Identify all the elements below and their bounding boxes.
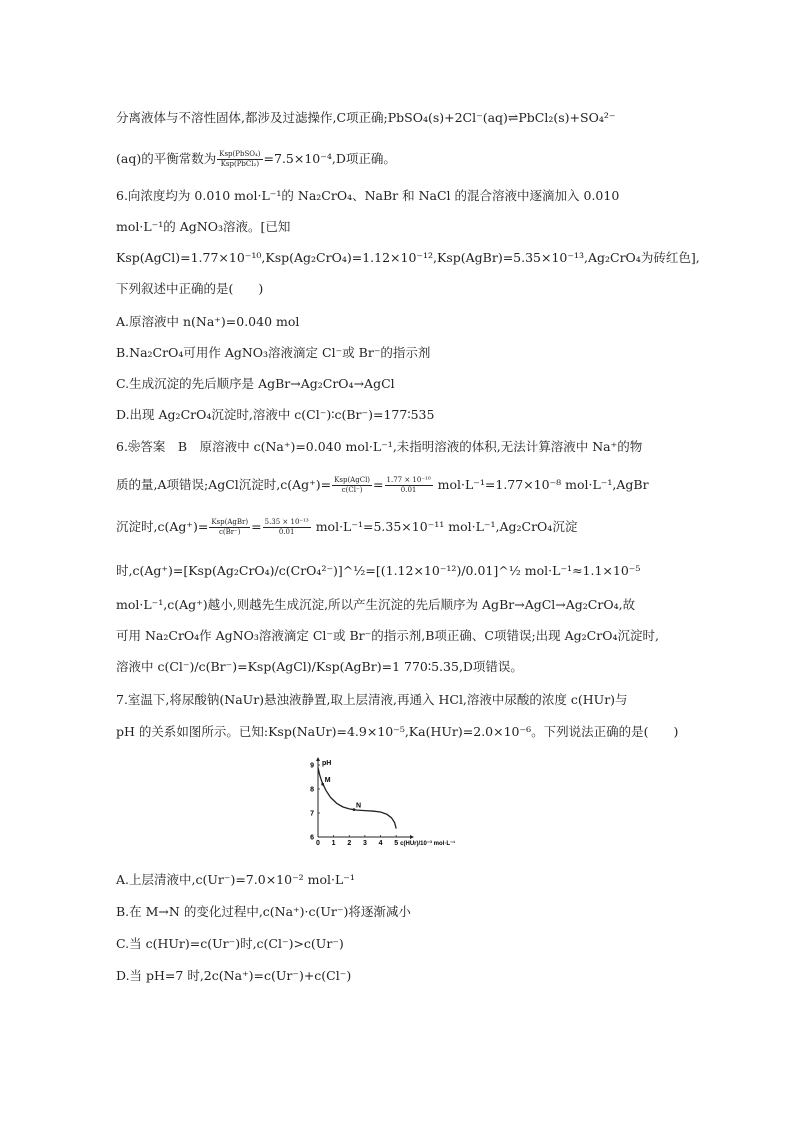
- answer-6-line-7: 溶液中 c(Cl⁻)/c(Br⁻)=Ksp(AgCl)/Ksp(AgBr)=1 770∶5.35,D项错误。: [116, 659, 523, 674]
- answer-6-line-1: 6.❀答案 B 原溶液中 c(Na⁺)=0.040 mol·L⁻¹,未指明溶液的体积,无法计算溶液中 Na⁺的物: [116, 439, 643, 454]
- answer-6-agcl-prefix: 质的量,A项错误;AgCl沉淀时,c(Ag⁺)=: [116, 477, 332, 492]
- agcl-fraction-den: c(Cl⁻): [341, 486, 363, 494]
- x-tick-label: 4: [378, 840, 383, 847]
- point-marker-n: [353, 808, 356, 811]
- answer-6-line-5: mol·L⁻¹,c(Ag⁺)越小,则越先生成沉淀,所以产生沉淀的先后顺序为 AgBr→AgCl→Ag₂CrO₄,故: [116, 597, 636, 612]
- agcl-fraction-den2: 0.01: [400, 486, 417, 494]
- x-tick-label: 2: [347, 840, 352, 847]
- y-tick-label: 8: [310, 786, 314, 794]
- k-fraction: [217, 150, 262, 169]
- agcl-fraction-num: Ksp(AgCl): [334, 476, 371, 484]
- y-tick-label: 9: [310, 762, 314, 770]
- k-fraction-numerator: Ksp(PbSO₄): [219, 150, 261, 158]
- x-tick-label: 1: [331, 840, 336, 847]
- x-tick-label: 0: [316, 840, 320, 847]
- agbr-fraction-den: c(Br⁻): [218, 528, 241, 536]
- question-6-option-c: C.生成沉淀的先后顺序是 AgBr→Ag₂CrO₄→AgCl: [116, 376, 395, 391]
- question-7-option-b: B.在 M→N 的变化过程中,c(Na⁺)·c(Ur⁻)将逐渐减小: [116, 904, 411, 919]
- answer-6-agcl-suffix: mol·L⁻¹=1.77×10⁻⁸ mol·L⁻¹,AgBr: [433, 477, 649, 492]
- agbr-fraction-symbolic: [209, 518, 250, 537]
- answer-6-agbr-suffix: mol·L⁻¹=5.35×10⁻¹¹ mol·L⁻¹,Ag₂CrO₄沉淀: [311, 519, 578, 534]
- answer-6-line-6: 可用 Na₂CrO₄作 AgNO₃溶液滴定 Cl⁻或 Br⁻的指示剂,B项正确、C项错误;出现 Ag₂CrO₄沉淀时,: [116, 628, 659, 643]
- answer-6-line-3: [116, 518, 577, 537]
- k-expression-suffix: =7.5×10⁻⁴,D项正确。: [263, 151, 396, 166]
- question-6-stem-2: mol·L⁻¹的 AgNO₃溶液。[已知: [116, 219, 291, 234]
- x-axis-arrow: [410, 835, 414, 839]
- point-label-n: N: [355, 802, 362, 810]
- k-fraction-denominator: Ksp(PbCl₂): [220, 160, 260, 168]
- text-line-1: 分离液体与不溶性固体,都涉及过滤操作,C项正确;PbSO₄(s)+2Cl⁻(aq)⇌PbCl₂(s)+SO₄²⁻: [116, 110, 616, 125]
- question-6-option-a: A.原溶液中 n(Na⁺)=0.040 mol: [116, 314, 300, 329]
- agbr-fraction-den2: 0.01: [278, 528, 295, 536]
- answer-6-line-4: 时,c(Ag⁺)=[Ksp(Ag₂CrO₄)/c(CrO₄²⁻)]^½=[(1.12×10⁻¹²)/0.01]^½ mol·L⁻¹≈1.1×10⁻⁵: [116, 563, 641, 578]
- point-label-m: M: [324, 777, 331, 785]
- question-7-stem-1: 7.室温下,将尿酸钠(NaUr)悬浊液静置,取上层清液,再通入 HCl,溶液中尿酸的浓度 c(HUr)与: [116, 692, 628, 707]
- question-6-stem-1: 6.向浓度均为 0.010 mol·L⁻¹的 Na₂CrO₄、NaBr 和 NaCl 的混合溶液中逐滴加入 0.010: [116, 188, 620, 203]
- answer-6-line-2: [116, 476, 649, 495]
- question-6-ksp-data: Ksp(AgCl)=1.77×10⁻¹⁰,Ksp(Ag₂CrO₄)=1.12×10⁻¹²,Ksp(AgBr)=5.35×10⁻¹³,Ag₂CrO₄为砖红色],: [116, 250, 700, 265]
- x-tick-label: 3: [362, 840, 367, 847]
- equals-sign: =: [251, 519, 262, 534]
- y-axis-arrow: [316, 757, 320, 761]
- agcl-fraction-numeric: [385, 476, 433, 495]
- question-6-option-d: D.出现 Ag₂CrO₄沉淀时,溶液中 c(Cl⁻)∶c(Br⁻)=177∶535: [116, 407, 435, 422]
- question-6-option-b: B.Na₂CrO₄可用作 AgNO₃溶液滴定 Cl⁻或 Br⁻的指示剂: [116, 345, 431, 360]
- equals-sign: =: [373, 477, 384, 492]
- ph-vs-hur-chart: [300, 757, 490, 849]
- question-7-option-a: A.上层清液中,c(Ur⁻)=7.0×10⁻² mol·L⁻¹: [116, 872, 355, 887]
- question-6-prompt: 下列叙述中正确的是( ): [116, 281, 264, 296]
- question-7-stem-2: pH 的关系如图所示。已知:Ksp(NaUr)=4.9×10⁻⁵,Ka(HUr)=2.0×10⁻⁶。下列说法正确的是( ): [116, 724, 679, 739]
- k-expression-prefix: (aq)的平衡常数为: [116, 151, 217, 166]
- y-tick-label: 7: [310, 810, 314, 818]
- chart-ticks: [310, 763, 398, 848]
- y-tick-label: 6: [310, 834, 314, 842]
- chart-y-axis-label: pH: [322, 760, 332, 767]
- chart-x-axis-label: c(HUr)/10⁻³ mol·L⁻¹: [400, 841, 456, 847]
- text-line-2: [116, 150, 396, 169]
- point-marker-m: [321, 783, 324, 786]
- answer-6-agbr-prefix: 沉淀时,c(Ag⁺)=: [116, 519, 209, 534]
- agbr-fraction-num: Ksp(AgBr): [211, 518, 249, 526]
- question-7-option-c: C.当 c(HUr)=c(Ur⁻)时,c(Cl⁻)>c(Ur⁻): [116, 936, 344, 951]
- x-tick-label: 5: [394, 840, 399, 847]
- agcl-fraction-num2: 1.77 × 10⁻¹⁰: [386, 476, 431, 484]
- agbr-fraction-numeric: [263, 518, 311, 537]
- agbr-fraction-num2: 5.35 × 10⁻¹³: [264, 518, 309, 526]
- agcl-fraction-symbolic: [332, 476, 372, 495]
- question-7-option-d: D.当 pH=7 时,2c(Na⁺)=c(Ur⁻)+c(Cl⁻): [116, 968, 352, 983]
